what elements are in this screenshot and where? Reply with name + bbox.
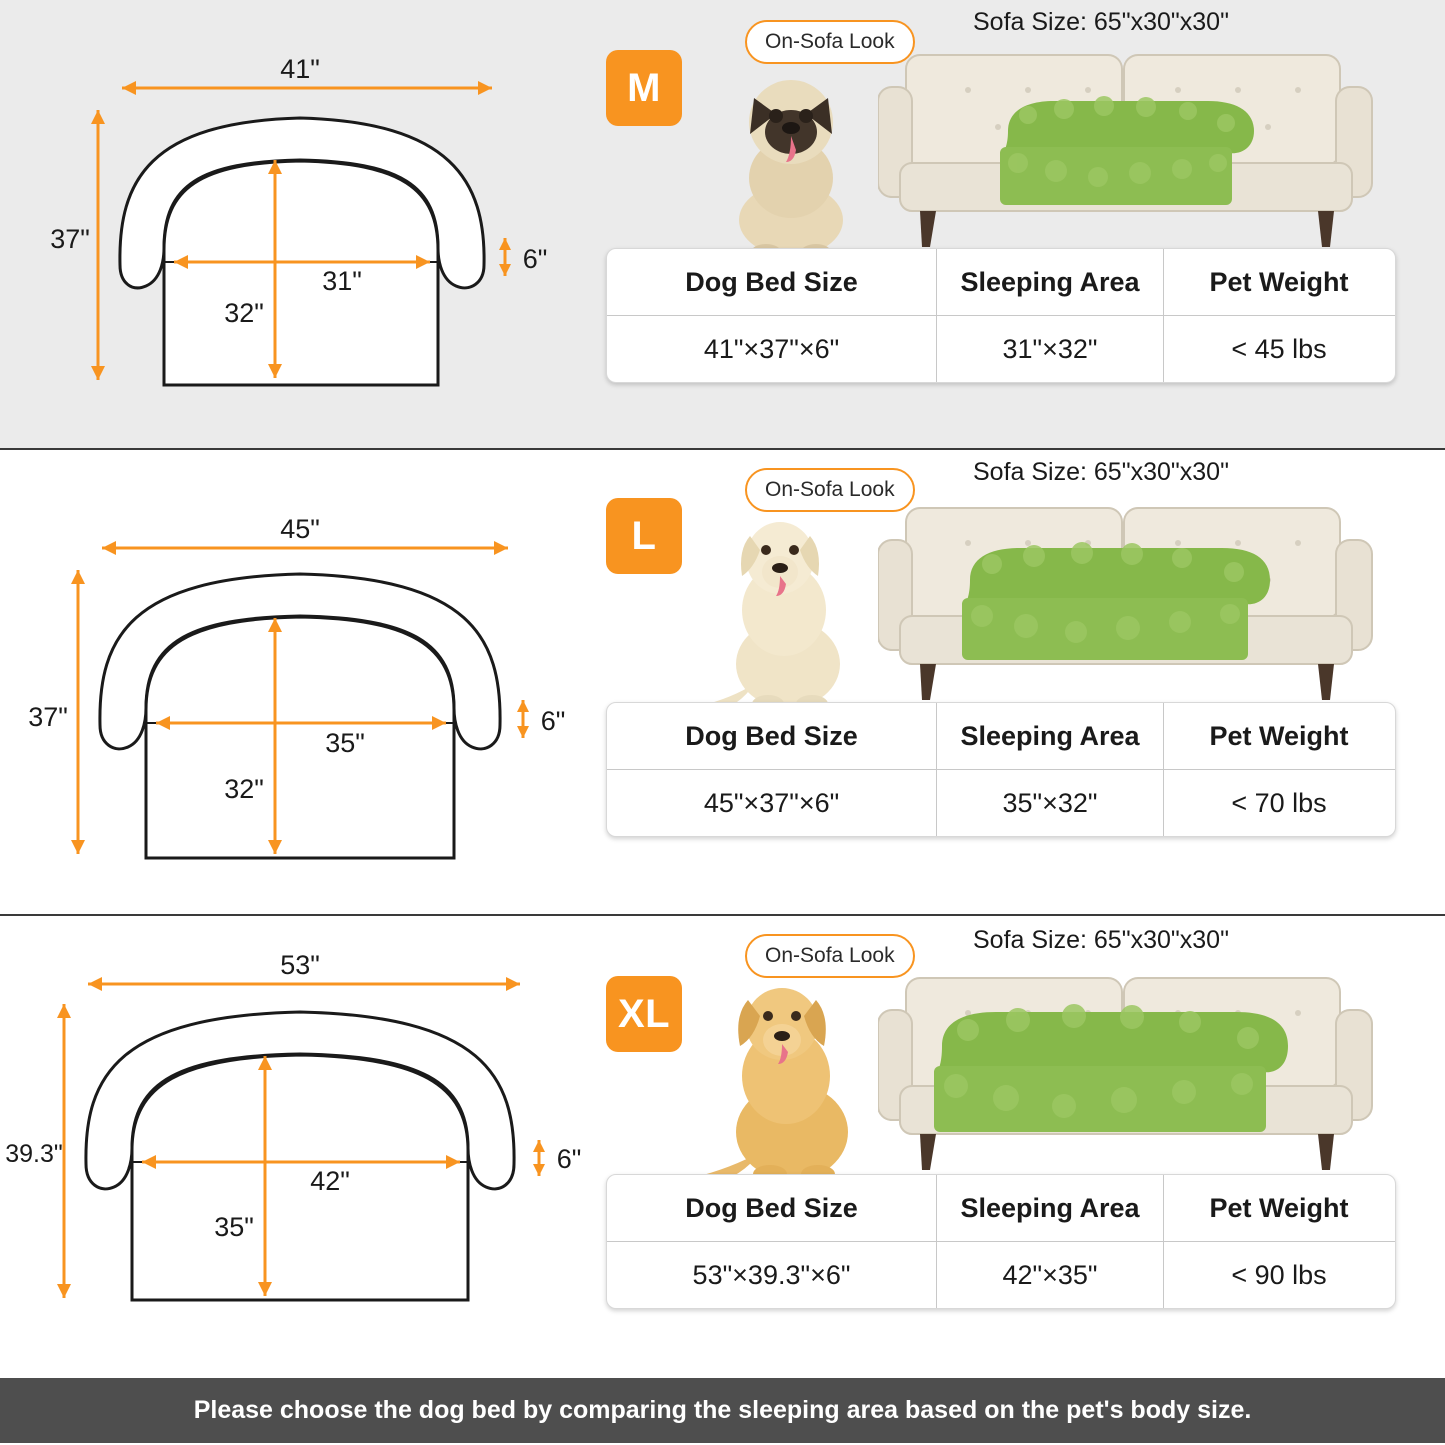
value-dog-bed-size: 53"×39.3"×6"	[607, 1242, 937, 1308]
spec-table-header-xl	[607, 1175, 1395, 1242]
size-badge-l: L	[606, 498, 682, 574]
sofa-size-label-xl: Sofa Size: 65"x30"x30"	[973, 926, 1229, 954]
footer-note: Please choose the dog bed by comparing the sleeping area based on the pet's body size.	[0, 1378, 1445, 1443]
dog-image-l	[680, 506, 880, 718]
sofa-scene-l	[878, 488, 1398, 718]
value-pet-weight: < 70 lbs	[1231, 787, 1327, 818]
header-pet-weight: Pet Weight	[1209, 266, 1349, 297]
value-dog-bed-size: 41"×37"×6"	[607, 316, 937, 382]
dim-inner-width-xl: 42"	[310, 1166, 350, 1196]
size-badge-xl: XL	[606, 976, 682, 1052]
bed-diagram-m	[0, 0, 598, 448]
header-dog-bed-size: Dog Bed Size	[607, 1175, 937, 1241]
dog-image-xl	[676, 972, 886, 1190]
on-sofa-label-xl: On-Sofa Look	[745, 934, 915, 978]
spec-table-row-xl	[607, 1242, 1395, 1308]
dim-bolster-l: 6"	[540, 706, 566, 736]
value-pet-weight: < 90 lbs	[1231, 1259, 1327, 1290]
row-right-xl	[598, 916, 1445, 1378]
size-badge-m: M	[606, 50, 682, 126]
spec-table-row-m	[607, 316, 1395, 382]
value-sleeping-area: 31"×32"	[937, 316, 1164, 382]
sofa-size-label-l: Sofa Size: 65"x30"x30"	[973, 458, 1229, 486]
dim-inner-width-m: 31"	[322, 266, 362, 296]
value-sleeping-area: 35"×32"	[937, 770, 1164, 836]
dog-image-m	[706, 70, 876, 260]
bed-diagram-xl	[0, 916, 598, 1378]
dim-height-l: 37"	[28, 702, 68, 732]
dim-height-m: 37"	[50, 224, 90, 254]
header-pet-weight: Pet Weight	[1209, 720, 1349, 751]
value-sleeping-area: 42"×35"	[937, 1242, 1164, 1308]
header-dog-bed-size: Dog Bed Size	[607, 703, 937, 769]
spec-table-l	[606, 702, 1396, 837]
header-sleeping-area: Sleeping Area	[937, 249, 1164, 315]
size-row-m	[0, 0, 1445, 450]
spec-table-xl	[606, 1174, 1396, 1309]
dim-inner-height-l: 32"	[224, 774, 264, 804]
header-dog-bed-size: Dog Bed Size	[607, 249, 937, 315]
header-sleeping-area: Sleeping Area	[937, 703, 1164, 769]
header-pet-weight: Pet Weight	[1209, 1192, 1349, 1223]
dim-inner-height-m: 32"	[224, 298, 264, 328]
spec-table-header-m	[607, 249, 1395, 316]
dim-inner-width-l: 35"	[325, 728, 365, 758]
dim-bolster-xl: 6"	[556, 1144, 582, 1174]
on-sofa-label-l: On-Sofa Look	[745, 468, 915, 512]
dim-bolster-m: 6"	[522, 244, 548, 274]
sofa-scene-xl	[878, 958, 1398, 1188]
dim-inner-height-xl: 35"	[214, 1212, 254, 1242]
spec-table-row-l	[607, 770, 1395, 836]
dim-width-xl: 53"	[280, 950, 320, 980]
sofa-size-label-m: Sofa Size: 65"x30"x30"	[973, 8, 1229, 36]
dim-height-xl: 39.3"	[5, 1140, 63, 1168]
dim-width-m: 41"	[280, 54, 320, 84]
sofa-scene-m	[878, 35, 1398, 265]
row-right-m	[598, 0, 1445, 448]
value-dog-bed-size: 45"×37"×6"	[607, 770, 937, 836]
row-right-l	[598, 450, 1445, 914]
spec-table-header-l	[607, 703, 1395, 770]
spec-table-m	[606, 248, 1396, 383]
on-sofa-label-m: On-Sofa Look	[745, 20, 915, 64]
size-row-xl	[0, 916, 1445, 1378]
value-pet-weight: < 45 lbs	[1231, 333, 1327, 364]
bed-diagram-l	[0, 450, 598, 914]
dim-width-l: 45"	[280, 514, 320, 544]
header-sleeping-area: Sleeping Area	[937, 1175, 1164, 1241]
size-row-l	[0, 450, 1445, 916]
